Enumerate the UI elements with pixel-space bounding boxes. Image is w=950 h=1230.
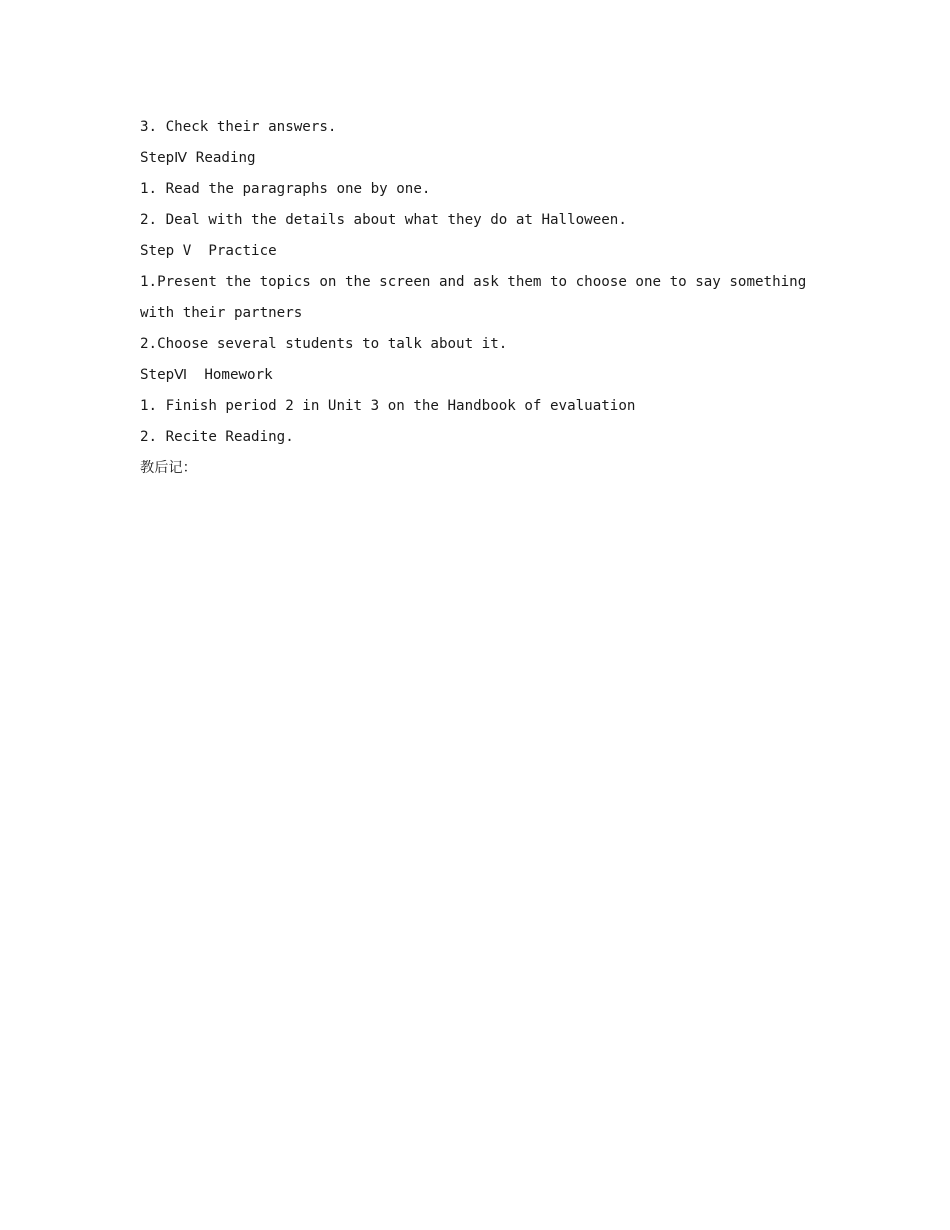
step-heading-reading: StepⅣ Reading <box>140 150 256 166</box>
step-item-recite-reading: 2. Recite Reading. <box>140 429 294 445</box>
step-heading-practice: Step V Practice <box>140 243 277 259</box>
teaching-reflection-label: 教后记： <box>140 460 197 476</box>
step-item-present-topics: 1.Present the topics on the screen and ask them to choose one to say something <box>140 274 807 290</box>
step-item-choose-students: 2.Choose several students to talk about it. <box>140 336 508 352</box>
step-item-read-paragraphs: 1. Read the paragraphs one by one. <box>140 181 431 197</box>
step-item-present-topics-continued: with their partners <box>140 305 303 321</box>
step-heading-homework: StepⅥ Homework <box>140 367 273 383</box>
step-item-check-answers: 3. Check their answers. <box>140 119 337 135</box>
document-body <box>140 112 820 484</box>
step-item-finish-period: 1. Finish period 2 in Unit 3 on the Handbook of evaluation <box>140 398 636 414</box>
step-item-deal-details: 2. Deal with the details about what they do at Halloween. <box>140 212 627 228</box>
